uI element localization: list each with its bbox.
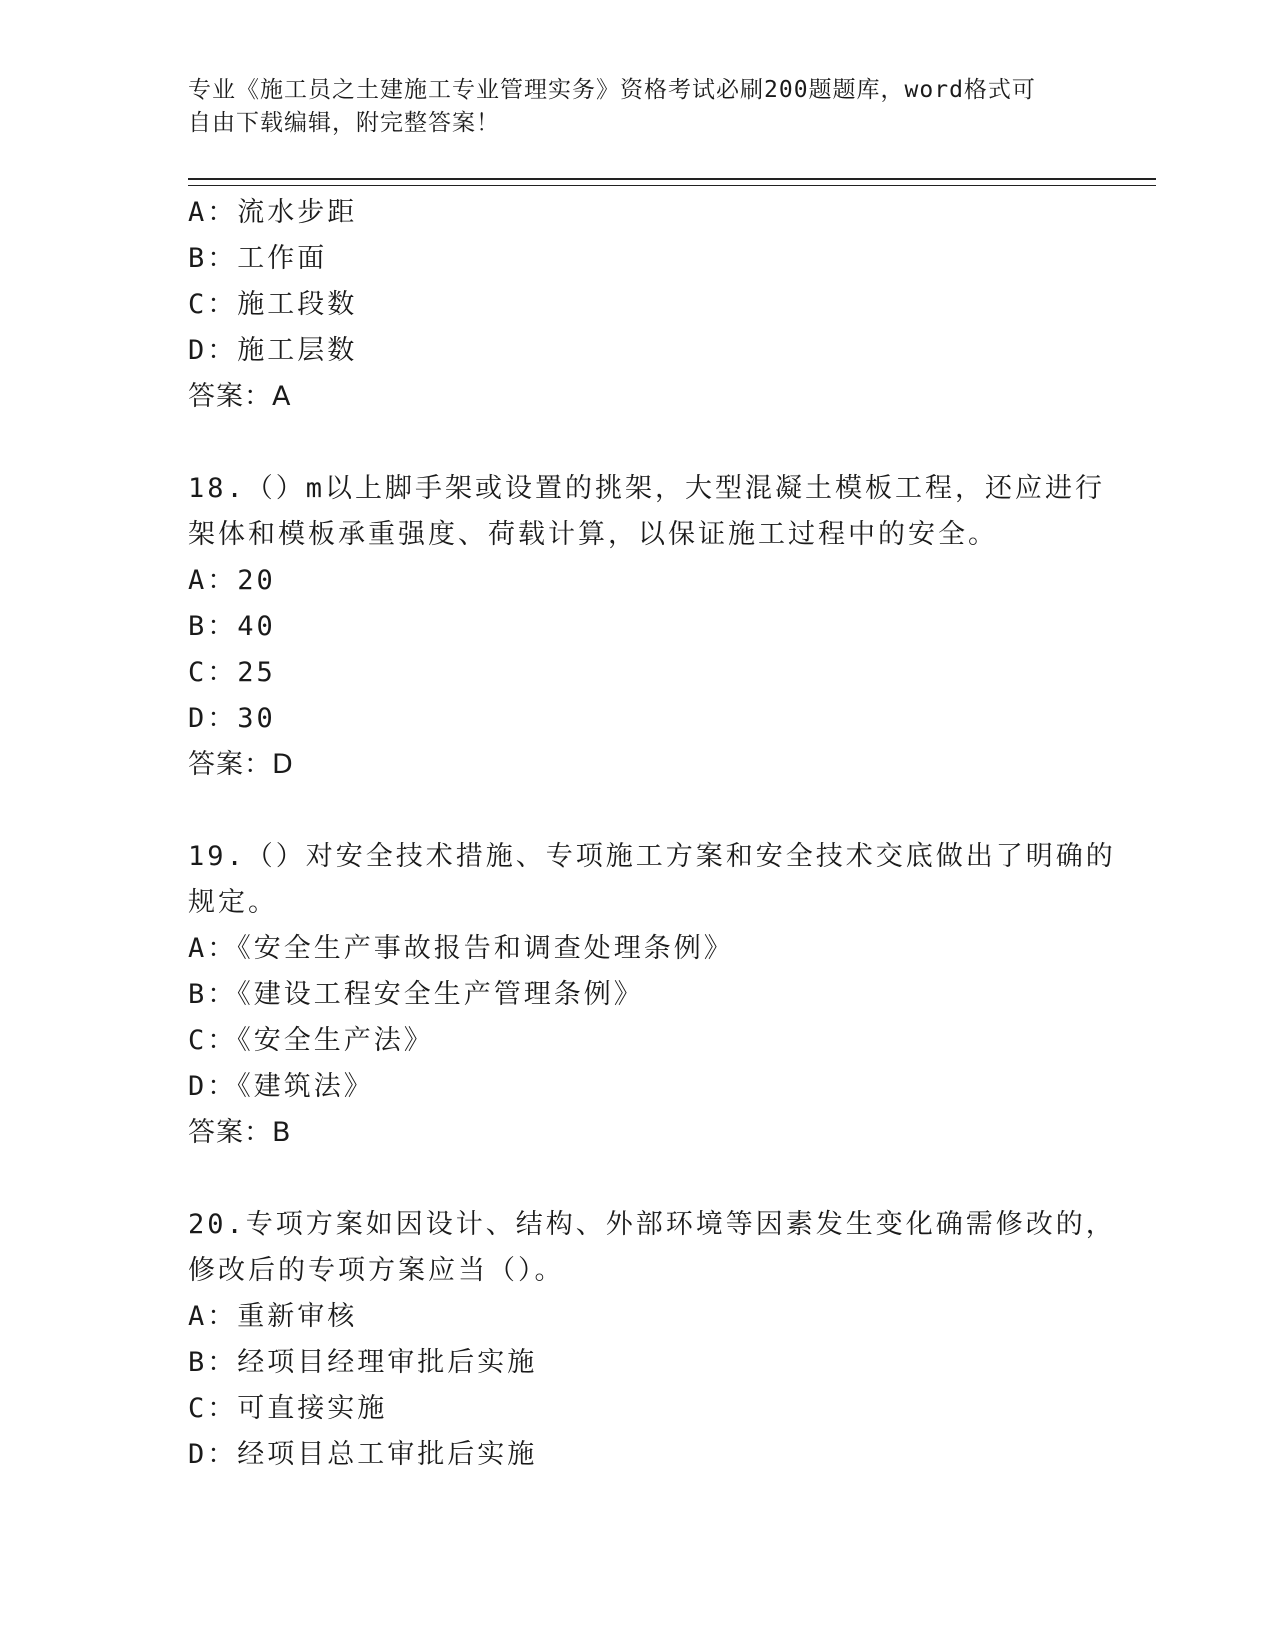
question-text-line-1: 20.专项方案如因设计、结构、外部环境等因素发生变化确需修改的， — [188, 1209, 1116, 1240]
spacer — [188, 420, 1088, 466]
option-a: A：《安全生产事故报告和调查处理条例》 — [188, 933, 734, 964]
question-text-line-2: 修改后的专项方案应当（）。 — [188, 1255, 565, 1286]
answer-line: 答案：D — [188, 749, 294, 780]
option-d: D：经项目总工审批后实施 — [188, 1439, 538, 1470]
header-line-1: 专业《施工员之土建施工专业管理实务》资格考试必刷200题题库，word格式可 — [188, 77, 1036, 103]
answer-line: 答案：B — [188, 1117, 292, 1148]
question-18-block — [188, 466, 1106, 788]
question-19-block — [188, 834, 1116, 1156]
question-20-block — [188, 1202, 1116, 1478]
option-b: B：《建设工程安全生产管理条例》 — [188, 979, 644, 1010]
question-text-line-1: 19.（）对安全技术措施、专项施工方案和安全技术交底做出了明确的 — [188, 841, 1116, 872]
option-b: B：工作面 — [188, 243, 328, 274]
option-a: A：重新审核 — [188, 1301, 358, 1332]
question-text-line-2: 架体和模板承重强度、荷载计算，以保证施工过程中的安全。 — [188, 519, 998, 550]
option-c: C：施工段数 — [188, 289, 358, 320]
document-header — [188, 74, 1088, 140]
answer-line: 答案：A — [188, 381, 292, 412]
option-c: C：《安全生产法》 — [188, 1025, 434, 1056]
option-a: A：流水步距 — [188, 197, 358, 228]
option-d: D：施工层数 — [188, 335, 358, 366]
option-c: C：可直接实施 — [188, 1393, 388, 1424]
header-divider — [188, 178, 1156, 186]
spacer — [188, 1156, 1088, 1202]
header-line-2: 自由下载编辑，附完整答案！ — [188, 110, 500, 136]
question-text-line-2: 规定。 — [188, 887, 278, 918]
question-list — [188, 190, 1116, 1478]
option-b: B：经项目经理审批后实施 — [188, 1347, 538, 1378]
spacer — [188, 788, 1088, 834]
question-text-line-1: 18.（）m以上脚手架或设置的挑架，大型混凝土模板工程，还应进行 — [188, 473, 1106, 504]
option-b: B：40 — [188, 611, 276, 642]
option-a: A：20 — [188, 565, 276, 596]
option-d: D：《建筑法》 — [188, 1071, 374, 1102]
question-17-block — [188, 190, 1088, 420]
option-d: D：30 — [188, 703, 276, 734]
option-c: C：25 — [188, 657, 276, 688]
